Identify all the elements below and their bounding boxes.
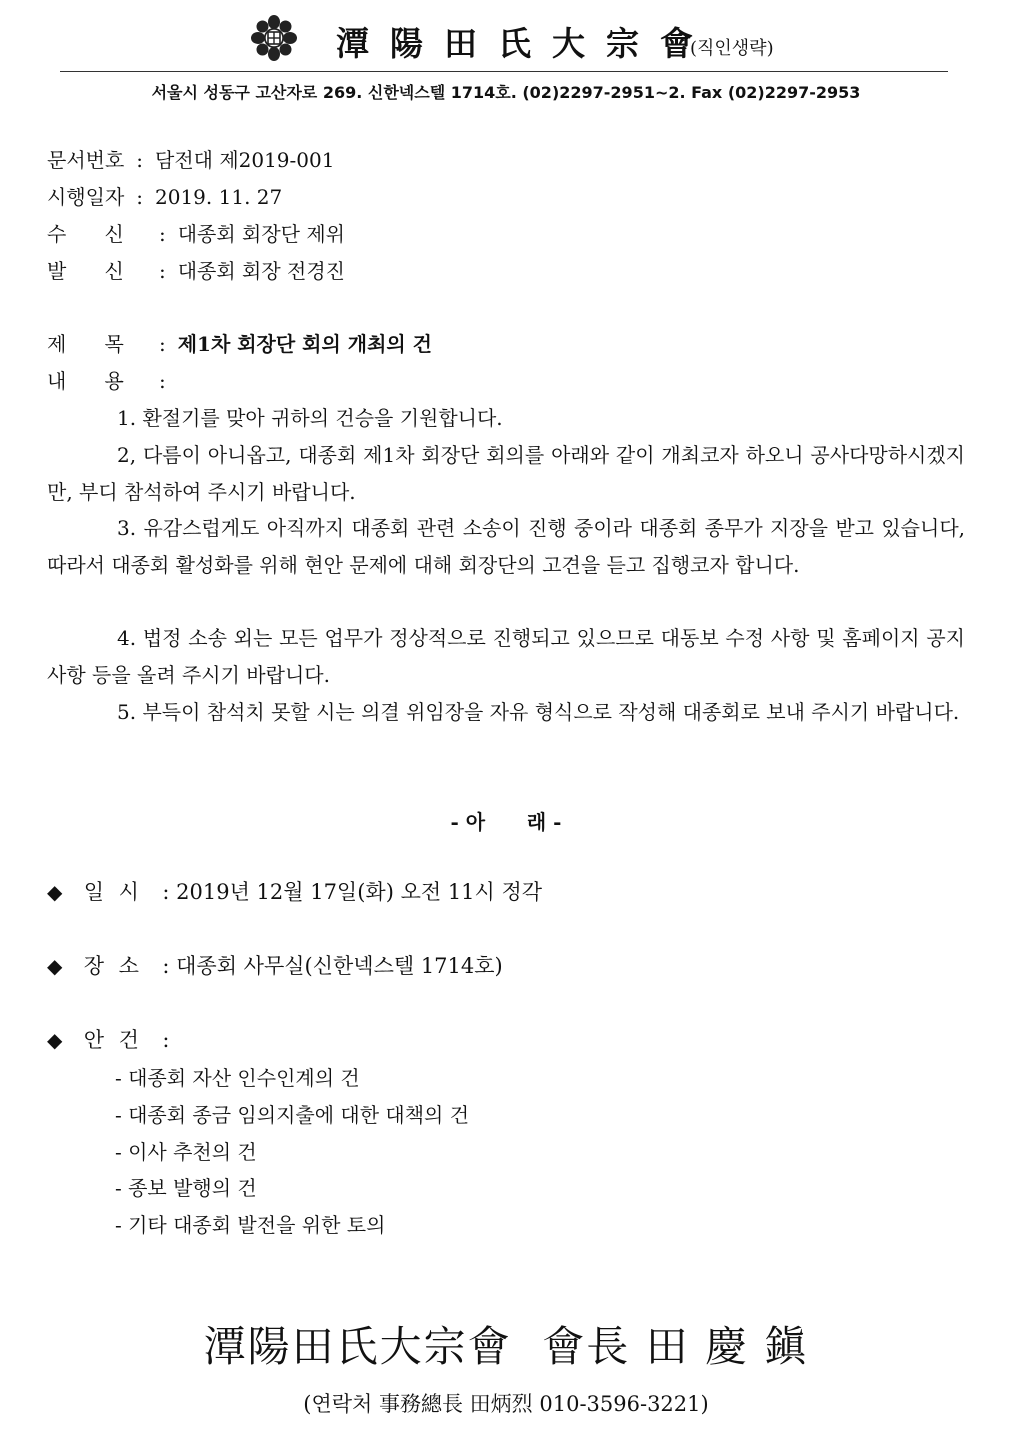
agenda-item: - 기타 대종회 발전을 위한 토의 bbox=[115, 1213, 386, 1237]
diamond-bullet-icon: ◆ bbox=[47, 880, 63, 904]
sender-value: 대종회 회장 전경진 bbox=[177, 259, 345, 283]
sender-row bbox=[47, 253, 345, 289]
colon: : bbox=[158, 369, 166, 393]
datetime-value: : 2019년 12월 17일(화) 오전 11시 정각 bbox=[162, 880, 543, 904]
subject-value: 제1차 회장단 회의 개최의 건 bbox=[177, 332, 433, 356]
subject-row bbox=[47, 326, 432, 362]
datetime-label: 일 시 bbox=[83, 880, 143, 904]
diamond-bullet-icon: ◆ bbox=[47, 954, 63, 978]
colon: : bbox=[158, 259, 166, 283]
subject-label: 제 목 bbox=[47, 332, 124, 356]
colon: : bbox=[136, 185, 144, 209]
place-row bbox=[47, 950, 503, 980]
seal-omitted-note: (직인생략) bbox=[690, 38, 774, 59]
doc-number-row bbox=[47, 142, 334, 178]
colon: : bbox=[158, 222, 166, 246]
colon: : bbox=[158, 332, 166, 356]
paragraph-2: 2, 다름이 아니옵고, 대종회 제1차 회장단 회의를 아래와 같이 개최코자 하오니 공사다망하시겠지만, 부디 참석하여 주시기 바랍니다. bbox=[47, 443, 965, 504]
clan-emblem-icon bbox=[250, 14, 298, 62]
agenda-item: - 종보 발행의 건 bbox=[115, 1176, 257, 1200]
notice-heading: - 아 래 - bbox=[450, 810, 562, 834]
paragraph-5: 5. 부득이 참석치 못할 시는 의결 위임장을 자유 형식으로 작성해 대종회로 보내 주시기 바랍니다. bbox=[117, 700, 960, 724]
recipient-row bbox=[47, 216, 345, 252]
date-label: 시행일자 bbox=[47, 185, 125, 209]
org-name: 潭陽田氏大宗會 bbox=[336, 24, 714, 63]
paragraph-4: 4. 법정 소송 외는 모든 업무가 정상적으로 진행되고 있으므로 대동보 수정 사항 및 홈페이지 공지사항 등을 올려 주시기 바랍니다. bbox=[47, 626, 965, 687]
diamond-bullet-icon: ◆ bbox=[47, 1028, 63, 1052]
recipient-value: 대종회 회장단 제위 bbox=[177, 222, 345, 246]
header-divider bbox=[60, 71, 948, 72]
contact-line: (연락처 事務總長 田炳烈 010-3596-3221) bbox=[303, 1392, 709, 1416]
content-label: 내 용 bbox=[47, 369, 124, 393]
doc-number-label: 문서번호 bbox=[47, 148, 125, 172]
paragraph-1: 1. 환절기를 맞아 귀하의 건승을 기원합니다. bbox=[117, 406, 503, 430]
content-row bbox=[47, 363, 171, 399]
agenda-row bbox=[47, 1024, 169, 1054]
date-value: 2019. 11. 27 bbox=[155, 185, 283, 209]
agenda-colon: : bbox=[162, 1028, 170, 1052]
signature-line: 潭陽田氏大宗會 會長 田 慶 鎭 bbox=[203, 1322, 809, 1371]
date-row bbox=[47, 179, 282, 215]
place-label: 장 소 bbox=[83, 954, 143, 978]
paragraph-3: 3. 유감스럽게도 아직까지 대종회 관련 소송이 진행 중이라 대종회 종무가 지장을 받고 있습니다, 따라서 대종회 활성화를 위해 현안 문제에 대해 회장단의 고견을 듣고 집행코자 합니다. bbox=[47, 516, 965, 577]
doc-number-value: 담전대 제2019-001 bbox=[155, 148, 335, 172]
agenda-item: - 대종회 자산 인수인계의 건 bbox=[115, 1066, 360, 1090]
colon: : bbox=[136, 148, 144, 172]
place-value: : 대종회 사무실(신한넥스텔 1714호) bbox=[162, 954, 503, 978]
letterhead bbox=[250, 12, 810, 68]
datetime-row bbox=[47, 876, 542, 906]
agenda-item: - 대종회 종금 임의지출에 대한 대책의 건 bbox=[115, 1103, 470, 1127]
recipient-label: 수 신 bbox=[47, 222, 124, 246]
address-line: 서울시 성동구 고산자로 269. 신한넥스텔 1714호. (02)2297-2951~2. Fax (02)2297-2953 bbox=[151, 83, 861, 102]
agenda-item: - 이사 추천의 건 bbox=[115, 1140, 257, 1164]
sender-label: 발 신 bbox=[47, 259, 124, 283]
agenda-label: 안 건 bbox=[83, 1028, 143, 1052]
